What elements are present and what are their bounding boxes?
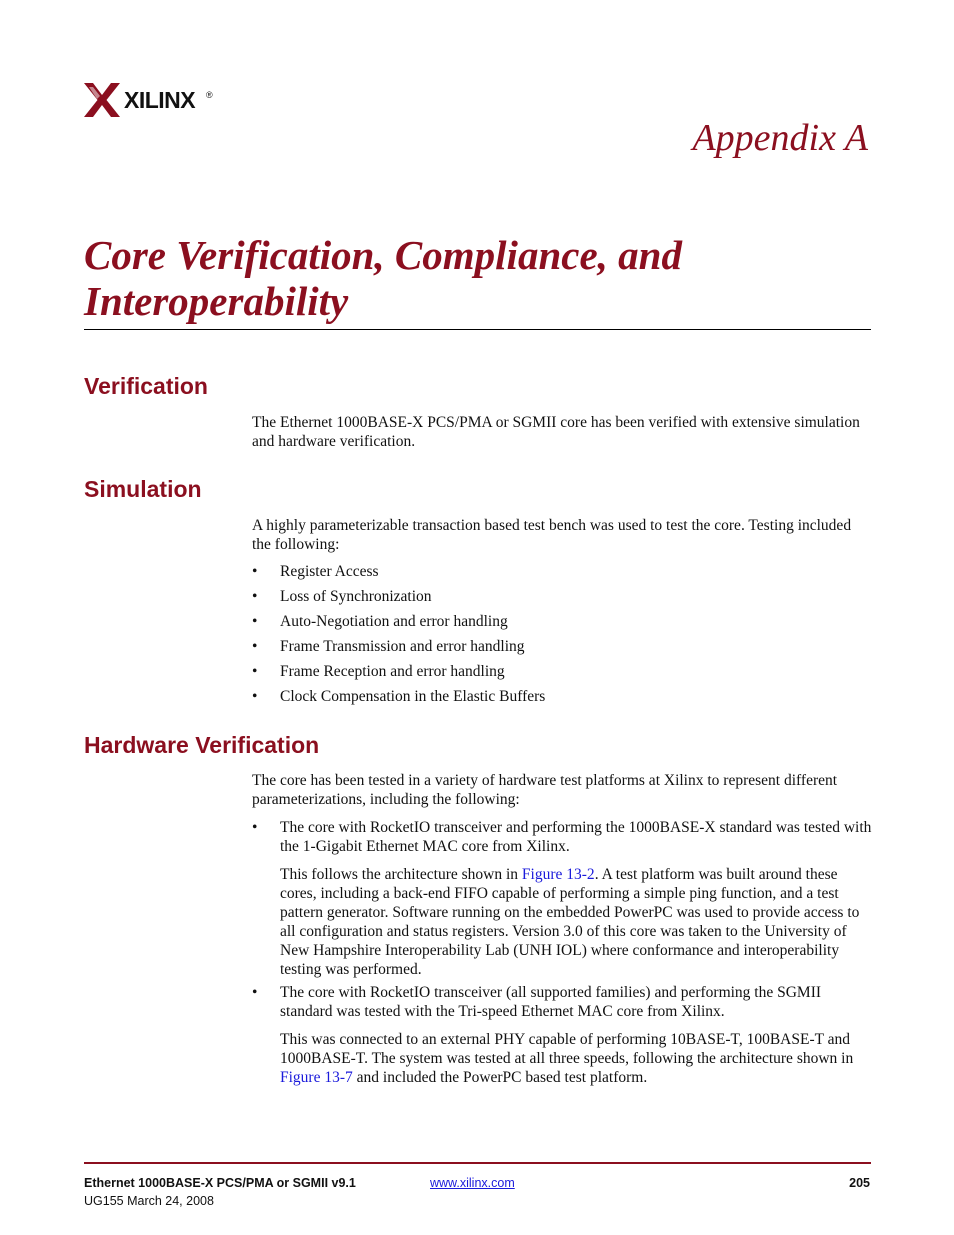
footer-doc-id: UG155 March 24, 2008 xyxy=(84,1194,214,1208)
logo-text: XILINX xyxy=(124,86,196,113)
xilinx-mark-icon xyxy=(84,83,120,117)
simulation-body: A highly parameterizable transaction based test bench was used to test the core. Testing included the following: xyxy=(252,517,852,553)
appendix-label: Appendix A xyxy=(692,117,868,159)
list-item: • Frame Transmission and error handling xyxy=(252,637,872,662)
xilinx-logo xyxy=(84,82,195,118)
simulation-list xyxy=(252,562,872,712)
list-item: • Register Access xyxy=(252,562,872,587)
hardware-item-2-text: The core with RocketIO transceiver (all supported families) and performing the SGMII standard was tested with the Tri-speed Ethernet MAC core from Xilinx. xyxy=(280,984,822,1020)
bullet-icon: • xyxy=(252,819,258,836)
footer-url-link[interactable]: www.xilinx.com xyxy=(430,1176,515,1190)
list-item: • Auto-Negotiation and error handling xyxy=(252,612,872,637)
title-divider xyxy=(84,329,871,330)
list-item: • Loss of Synchronization xyxy=(252,587,872,612)
chapter-title: Core Verification, Compliance, and Interoperability xyxy=(84,232,682,324)
figure-13-7-link[interactable]: Figure 13-7 xyxy=(280,1069,353,1086)
page-number: 205 xyxy=(849,1176,870,1190)
hardware-item-1 xyxy=(252,818,872,979)
bullet-icon: • xyxy=(252,984,258,1001)
registered-mark: ® xyxy=(206,90,213,100)
heading-hardware-verification: Hardware Verification xyxy=(84,732,320,758)
list-item: • Frame Reception and error handling xyxy=(252,662,872,687)
hardware-item-2-detail: This was connected to an external PHY capable of performing 10BASE-T, 100BASE-T and 1000BASE-T. The system was tested at all three speeds, following the architecture shown in Figure 13-7 and included the PowerPC based test platform. xyxy=(280,1031,854,1086)
hardware-item-1-detail: This follows the architecture shown in Figure 13-2. A test platform was built around these cores, including a back-end FIFO capable of performing a simple ping function, and a test pattern generator. Software running on the embedded PowerPC was used to provide access to all configuration and status registers. Version 3.0 of this core was taken to the University of New Hampshire Interoperability Lab (UNH IOL) where conformance and interoperability testing was performed. xyxy=(280,866,860,978)
figure-13-2-link[interactable]: Figure 13-2 xyxy=(521,866,595,883)
footer-doc-title: Ethernet 1000BASE-X PCS/PMA or SGMII v9.1 xyxy=(84,1176,356,1190)
hardware-item-1-text: The core with RocketIO transceiver and performing the 1000BASE-X standard was tested with the 1-Gigabit Ethernet MAC core from Xilinx. xyxy=(280,819,872,855)
list-item: • Clock Compensation in the Elastic Buffers xyxy=(252,687,872,712)
hardware-body: The core has been tested in a variety of hardware test platforms at Xilinx to represent different parameterizations, including the following: xyxy=(252,772,838,808)
hardware-item-2 xyxy=(252,983,872,1087)
footer-divider xyxy=(84,1162,871,1164)
heading-verification: Verification xyxy=(84,373,208,399)
verification-body: The Ethernet 1000BASE-X PCS/PMA or SGMII core has been verified with extensive simulation and hardware verification. xyxy=(252,414,860,450)
heading-simulation: Simulation xyxy=(84,476,202,502)
